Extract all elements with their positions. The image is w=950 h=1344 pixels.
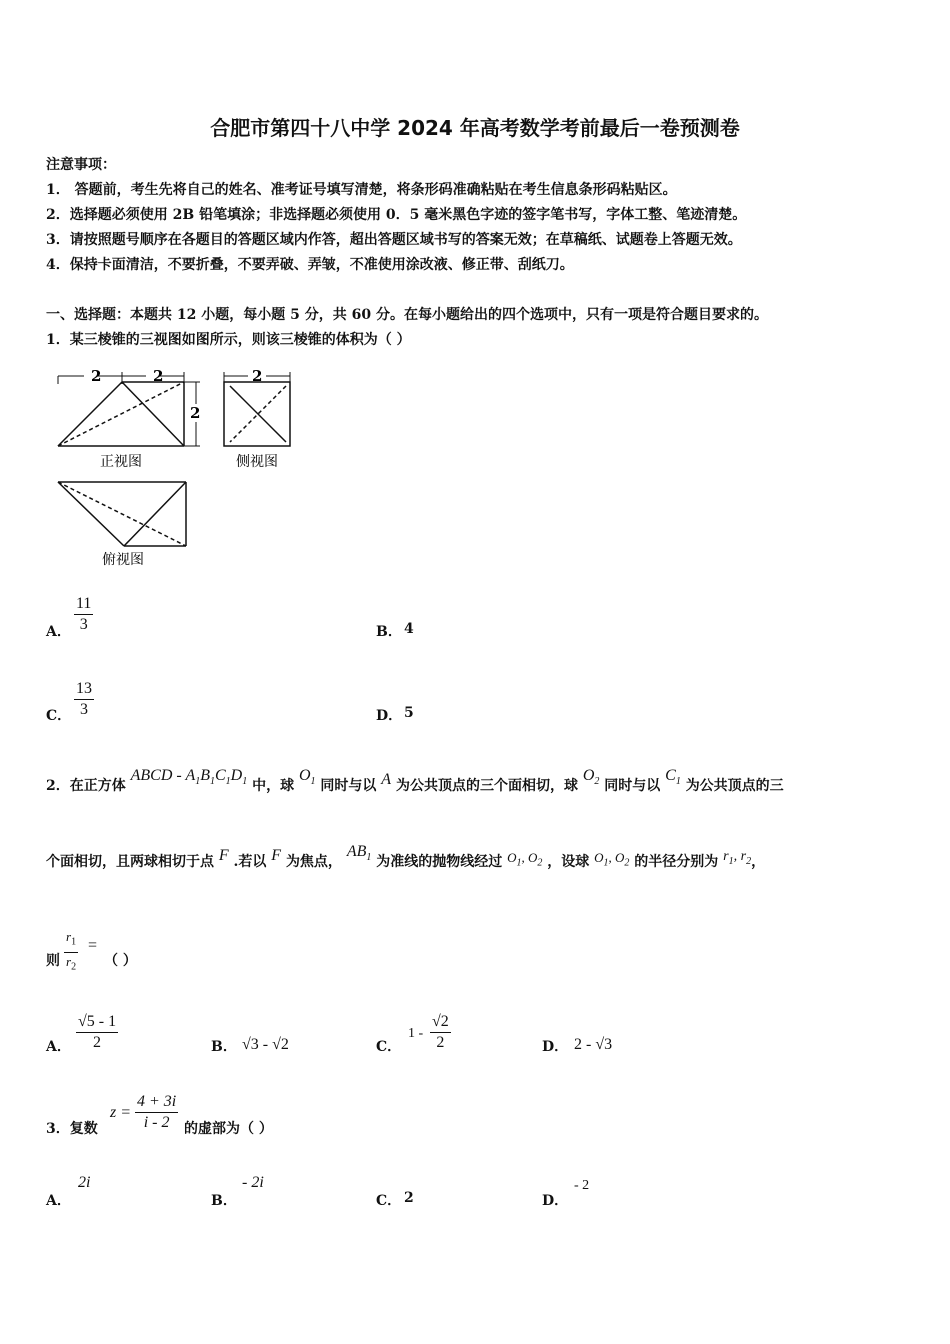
text: 同时与以 <box>604 778 661 794</box>
option-value: 2 <box>404 1190 414 1206</box>
option-value: - 2 <box>574 1178 590 1193</box>
question-3-stem-pre: 3．复数 <box>46 1121 98 1137</box>
section-heading: 一、选择题：本题共 12 小题，每小题 5 分，共 60 分。在每小题给出的四个选项中，只有一项是符合题目要求的。 <box>46 307 768 323</box>
notice-heading: 注意事项： <box>46 157 116 173</box>
complex-fraction <box>135 1092 178 1133</box>
option-label: B． <box>211 1039 237 1055</box>
text: 2．在正方体 <box>46 778 126 794</box>
text: 个面相切，且两球相切于点 <box>46 854 214 870</box>
text: .若以 <box>233 854 267 870</box>
option-value: √3 - √2 <box>242 1036 289 1053</box>
notice-item: 2．选择题必须使用 2B 铅笔填涂；非选择题必须使用 0．5 毫米黑色字迹的签字笔书写，字体工整、笔迹清楚。 <box>46 207 747 223</box>
numerator: $r_1$ <box>64 928 78 953</box>
text: ，设球 <box>547 854 590 870</box>
denominator: i - 2 <box>143 1114 170 1131</box>
math-c1: $C_1$ <box>665 767 681 788</box>
side-view <box>224 382 290 446</box>
question-2-line-1 <box>46 767 784 797</box>
math-o2: $O_2$ <box>582 767 600 788</box>
math-ab1: $AB_1$ <box>346 843 372 864</box>
question-2-line-2: 个面相切，且两球相切于点 F .若以 F 为焦点， $AB_1$ 为准线的抛物线经过 $O_1$, $O_2$ ，设球 $O_1$, $O_2$ 的半径分别为 $r_1$, $r_2$， <box>46 843 766 870</box>
text: 中，球 <box>252 778 295 794</box>
numerator: 11 <box>74 594 93 615</box>
text: 为公共顶点的三 <box>685 778 784 794</box>
text: 为公共顶点的三个面相切，球 <box>395 778 578 794</box>
option-prefix: 1 - <box>408 1026 424 1041</box>
text: 为焦点， <box>285 854 342 870</box>
denominator: 3 <box>79 616 88 633</box>
option-label: A． <box>46 1193 71 1209</box>
math-a: A <box>381 771 392 788</box>
math-o1-o2: $O_1$, $O_2$ <box>594 850 630 869</box>
notice-item: 3．请按照题号顺序在各题目的答题区域内作答，超出答题区域书写的答案无效；在草稿纸、试题卷上答题无效。 <box>46 232 742 248</box>
question-1-stem: 1．某三棱锥的三视图如图所示，则该三棱锥的体积为（ ） <box>46 332 411 348</box>
option-label: D． <box>542 1039 569 1055</box>
notice-item: 1． 答题前，考生先将自己的姓名、准考证号填写清楚，将条形码准确粘贴在考生信息条形码粘贴区。 <box>46 182 677 198</box>
dim-label: 2 <box>252 367 263 385</box>
notice-item: 4．保持卡面清洁，不要折叠，不要弄破、弄皱，不准使用涂改液、修正带、刮纸刀。 <box>46 257 574 273</box>
option-a-fraction <box>76 1012 118 1053</box>
math-text: ABCD - A <box>130 767 196 784</box>
front-view <box>58 382 184 446</box>
option-label: D． <box>542 1193 569 1209</box>
option-label: C． <box>46 708 72 724</box>
denominator: 3 <box>80 701 88 718</box>
page-title: 合肥市第四十八中学 2024 年高考数学考前最后一卷预测卷 <box>210 116 740 140</box>
option-label: C． <box>376 1193 402 1209</box>
math-o1-o2: $O_1$, $O_2$ <box>507 850 543 869</box>
option-a-fraction <box>74 594 93 635</box>
option-label: D． <box>376 708 403 724</box>
equals-sign: = <box>88 937 98 954</box>
math-text: B <box>200 767 210 784</box>
dim-label: 2 <box>153 367 164 385</box>
denominator: 2 <box>436 1034 445 1051</box>
option-label: B． <box>376 624 402 640</box>
numerator: 4 + 3i <box>135 1092 178 1113</box>
dim-label: 2 <box>190 404 201 422</box>
top-view-label: 俯视图 <box>102 552 144 568</box>
question-3-stem-post: 的虚部为（ ） <box>184 1121 273 1137</box>
side-view-label: 侧视图 <box>236 454 278 470</box>
option-value: 5 <box>404 705 414 721</box>
option-value: 2 - √3 <box>574 1036 613 1053</box>
option-label: A． <box>46 1039 71 1055</box>
dim-label: 2 <box>91 367 102 385</box>
numerator: √5 - 1 <box>76 1012 118 1033</box>
option-value: - 2i <box>242 1174 264 1191</box>
denominator: 2 <box>93 1034 102 1051</box>
question-2-line-3: 则 <box>46 953 60 969</box>
option-value: 2i <box>78 1174 91 1191</box>
option-value: 4 <box>404 621 414 637</box>
math-f: F <box>271 847 282 864</box>
text: 同时与以 <box>320 778 377 794</box>
math-z: z = <box>110 1104 132 1121</box>
option-label: A． <box>46 624 71 640</box>
front-view-label: 正视图 <box>100 454 142 470</box>
text: 为准线的抛物线经过 <box>376 854 503 870</box>
math-f: F <box>218 847 229 864</box>
ratio-fraction <box>64 928 78 976</box>
answer-paren: （ ） <box>104 953 137 969</box>
text: 的半径分别为 <box>634 854 719 870</box>
math-o1: $O_1$ <box>298 767 316 788</box>
numerator: √2 <box>430 1012 451 1033</box>
option-c-fraction <box>74 679 94 720</box>
numerator: 13 <box>74 679 94 700</box>
math-cube: ABCD - $A_1B_1C_1D_1$ <box>130 767 248 788</box>
three-view-figure <box>44 362 304 572</box>
option-label: B． <box>211 1193 237 1209</box>
option-label: C． <box>376 1039 402 1055</box>
top-view <box>58 482 186 546</box>
denominator: $r_2$ <box>66 953 77 973</box>
option-c-fraction <box>430 1012 451 1053</box>
math-r1-r2: $r_1$, $r_2$ <box>723 849 752 867</box>
